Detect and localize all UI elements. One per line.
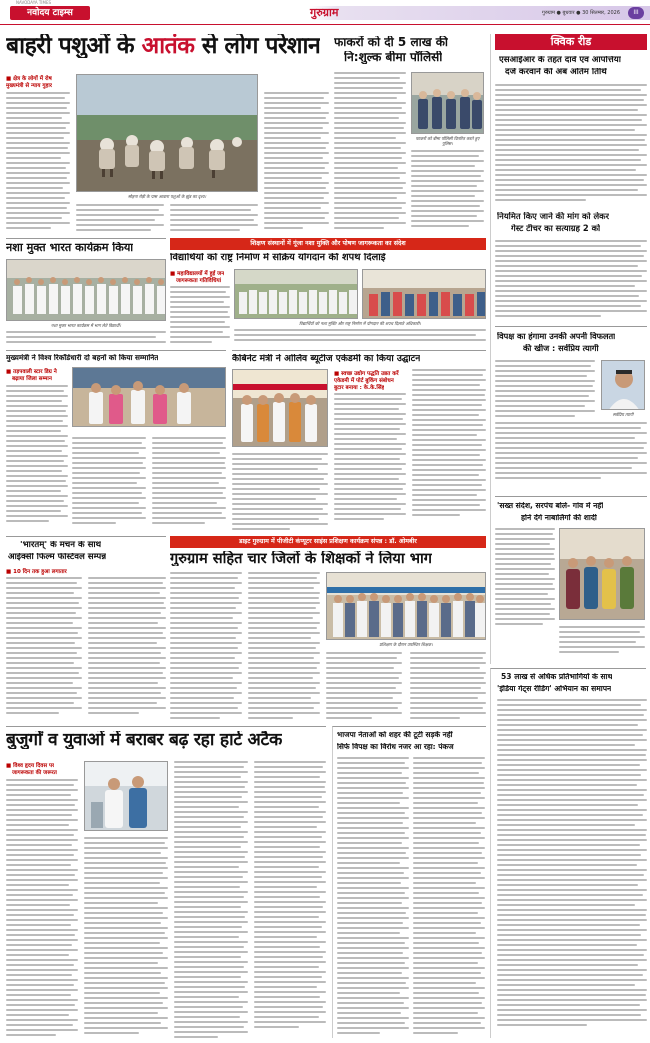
- farmers-headline-1: फाकरों को दी 5 लाख की: [334, 36, 449, 49]
- students-headline: विद्यार्थियों को राष्ट्र निर्माण में सक्रिय योगदान की शपथ दिलाई: [170, 253, 386, 263]
- students-banner-text: शिक्षण संस्थानों में गूंजा नशा मुक्ति और पोषण जागरूकता का संदेश: [250, 240, 406, 247]
- sarpanch-text-2: [559, 626, 645, 660]
- reading-headline-1: 53 लाख से अधिक प्रतिभागियों के साथ: [501, 673, 613, 681]
- guest-teacher-headline-1: नियमित किए जाने की मांग को लेकर: [497, 212, 610, 221]
- records-headline: मुख्यमंत्री ने विश्व रिकॉर्डधारी दो बहनों को किया सम्मानित: [6, 354, 159, 362]
- cabinet-sub-3: बुटार बनाया : के.के.सिंह: [334, 385, 385, 391]
- heart-text-col3: [174, 761, 248, 1039]
- cabinet-photo: [232, 369, 328, 447]
- sarpanch-headline-1: 'सख्त संदेश, सरपंच बोले- गांव में नहीं: [497, 502, 604, 510]
- brand-name: नवोदय टाइम्स: [27, 8, 73, 18]
- students-photo-2: [362, 269, 486, 319]
- cabinet-text-col2: [412, 369, 486, 531]
- lead-text-col2: [76, 204, 164, 234]
- top-small-label: NAVODAYA TIMES: [16, 0, 52, 5]
- opposition-headline-2: की खीज : सर्वप्रिय त्यागी: [523, 344, 599, 353]
- teachers-story: [170, 536, 486, 720]
- records-sub-1: ■ तड़पवाली स्टार डिग्र ने: [6, 369, 57, 375]
- heart-sub-2: जागरूकता की जरूरत: [12, 770, 57, 776]
- lead-headline-part1: बाहरी पशुओं के: [6, 34, 142, 59]
- teachers-banner: [170, 536, 486, 548]
- cabinet-text-col3: [232, 453, 328, 531]
- bharatam-sub: ■ 10 दिन तक हुआ लगातार: [6, 569, 67, 575]
- records-photo: [72, 367, 226, 427]
- heart-text-col4: [254, 761, 326, 1039]
- opposition-portrait: [601, 360, 645, 410]
- reading-campaign-story: [490, 668, 646, 1038]
- sarpanch-headline-2: होने देंगे नाबालिगों की शादी: [521, 514, 597, 522]
- opposition-portrait-caption: सर्वप्रिय त्यागी: [612, 412, 634, 417]
- farmers-text-col2: [411, 150, 484, 232]
- farmers-story: [334, 34, 484, 234]
- lead-story: [6, 34, 329, 234]
- guest-teacher-text: [495, 240, 647, 320]
- nasha-story: [6, 238, 166, 346]
- page-number: III: [628, 7, 644, 19]
- nasha-text: [6, 331, 166, 347]
- teachers-banner-text: डाइट गुरुग्राम में पीजीटी कंप्यूटर साइंस प्रशिक्षण कार्यक्रम संपन्न : डॉ. ओमबीर: [239, 538, 417, 545]
- sarpanch-text: [495, 528, 555, 658]
- bjp-text-col1: [337, 757, 409, 1039]
- bjp-text-col2: [413, 757, 485, 1039]
- students-story: [170, 238, 486, 346]
- students-caption: विद्यार्थियों को नशा मुक्ति और राष्ट्र निर्माण में योगदान की शपथ दिलाते अधिकारी।: [299, 321, 421, 326]
- heart-photo: [84, 761, 168, 831]
- sir-text: [495, 84, 647, 204]
- masthead: [0, 0, 650, 26]
- guest-teacher-headline-2: गेस्ट टीचर का सत्याग्रह 2 को: [511, 224, 601, 233]
- farmers-headline-2: नि:शुल्क बीमा पॉलिसी: [344, 51, 443, 64]
- teachers-caption: प्रशिक्षण के दौरान उपस्थित शिक्षक।: [379, 642, 433, 647]
- lead-text-col1: [6, 92, 70, 234]
- opposition-text-2: [495, 422, 647, 482]
- nasha-headline: नशा मुक्त भारत कार्यक्रम किया: [6, 242, 134, 254]
- sir-headline-2: दर्ज करवाने की अब अंतिम तिथि: [505, 68, 607, 77]
- cabinet-headline: कैबिनेट मंत्री ने ओलिव ब्यूटीज एकेडमी का किया उद्घाटन: [232, 354, 421, 364]
- teachers-text-col2: [248, 572, 320, 720]
- students-photo-1: [234, 269, 358, 319]
- nasha-photo: [6, 259, 166, 321]
- farmers-photo: [411, 72, 484, 134]
- heart-headline: बुजुर्गों व युवाओं में बराबर बढ़ रहा हार्ट अटैक: [6, 731, 283, 750]
- issue-date: गुरुग्राम ● बुधवार ● 30 सितम्बर, 2026: [542, 10, 620, 16]
- students-sub-1: ■ महाविद्यालयों में हुई जन: [170, 271, 225, 277]
- bharatam-story: [6, 536, 166, 720]
- brand-logo: [10, 6, 90, 20]
- bharatam-text-col1: [6, 577, 82, 721]
- cabinet-sub-1: ■ स्वच्छ उद्योग पद्धति उन्नत करें: [334, 371, 399, 377]
- lead-photo: [76, 74, 258, 192]
- cabinet-story: [232, 350, 486, 530]
- heart-text-col1: [6, 779, 78, 1039]
- lead-text-col3: [170, 204, 258, 234]
- lead-headline-part2: से लोग परेशान: [194, 34, 321, 59]
- quick-read-label: [495, 34, 647, 50]
- students-text-col1: [170, 286, 230, 346]
- teachers-text-col3: [326, 652, 402, 720]
- cabinet-text-col1: [334, 393, 406, 531]
- opposition-headline-1: विपक्ष का हंगामा उनकी अपनी विफलता: [497, 332, 616, 341]
- teachers-text-col4: [410, 652, 486, 720]
- lead-kicker-2: मुख्यमंत्री से न्याय गुहार: [6, 83, 53, 89]
- records-text-col1: [6, 385, 68, 531]
- sarpanch-photo: [559, 528, 645, 620]
- bjp-headline-1: भाजपा नेताओं को शहर की टूटी सड़कें नहीं: [337, 731, 453, 739]
- cabinet-sub-2: एकेडमी में पोर्ट बुकिंग संबोधन: [334, 378, 394, 384]
- farmers-text-col1: [334, 72, 406, 232]
- teachers-photo: [326, 572, 486, 640]
- bjp-headline-2: सिर्फ विपक्ष का विरोध नजर आ रहा: पंकज: [337, 743, 454, 751]
- sir-headline-1: एसआईआर के तहत दावे एवं आपत्तियां: [499, 56, 621, 65]
- section-ribbon: [310, 6, 650, 20]
- students-sub-2: जागरूकता गतिविधियां: [176, 278, 222, 284]
- bharatam-headline-1: 'भारतम्' के मंचन के साथ: [20, 541, 102, 550]
- bharatam-headline-2: आईक्सी फिल्म फेस्टिवल सम्पन्न: [8, 553, 107, 562]
- heart-text-col2: [84, 837, 168, 1039]
- heart-sub-1: ■ विश्व हृदय दिवस पर: [6, 763, 55, 769]
- records-sub-2: बढ़ाया जिला सम्मान: [12, 376, 52, 382]
- records-text-col2: [72, 437, 146, 531]
- bharatam-text-col2: [88, 577, 166, 721]
- records-text-col3: [152, 437, 226, 531]
- reading-text: [497, 699, 647, 1035]
- lead-text-col4: [264, 92, 329, 234]
- teachers-text-col1: [170, 572, 242, 720]
- teachers-headline: गुरुग्राम सहित चार जिलों के शिक्षकों ने लिया भाग: [170, 551, 432, 567]
- quick-read-column: [490, 34, 646, 664]
- opposition-text: [495, 360, 595, 420]
- lead-headline-accent: आतंक: [141, 34, 195, 59]
- quick-read-label-text: क्विक रीड: [550, 35, 592, 48]
- reading-headline-2: 'इंडिया गेट्स रीडिंग' अभियान का समापन: [497, 685, 612, 693]
- lead-kicker-1: ■ क्षेत्र के लोगों में रोष: [6, 76, 52, 82]
- heart-story: [6, 726, 326, 1038]
- records-story: [6, 350, 226, 530]
- students-text-col2: [234, 329, 486, 346]
- nasha-caption: नशा मुक्त भारत कार्यक्रम में भाग लेते विद्यार्थी।: [51, 323, 121, 328]
- section-title: गुरुग्राम: [310, 6, 339, 19]
- lead-photo-caption: सोहना रोड़ी के पास आवारा पशुओं के झुंड का दृश्य।: [127, 194, 207, 199]
- students-banner: [170, 238, 486, 250]
- lead-headline: [6, 34, 320, 58]
- bjp-story: [332, 726, 486, 1038]
- farmers-photo-caption: फाकरों को बीमा पॉलिसी वितरित करते हुए पुलिस।: [415, 136, 480, 146]
